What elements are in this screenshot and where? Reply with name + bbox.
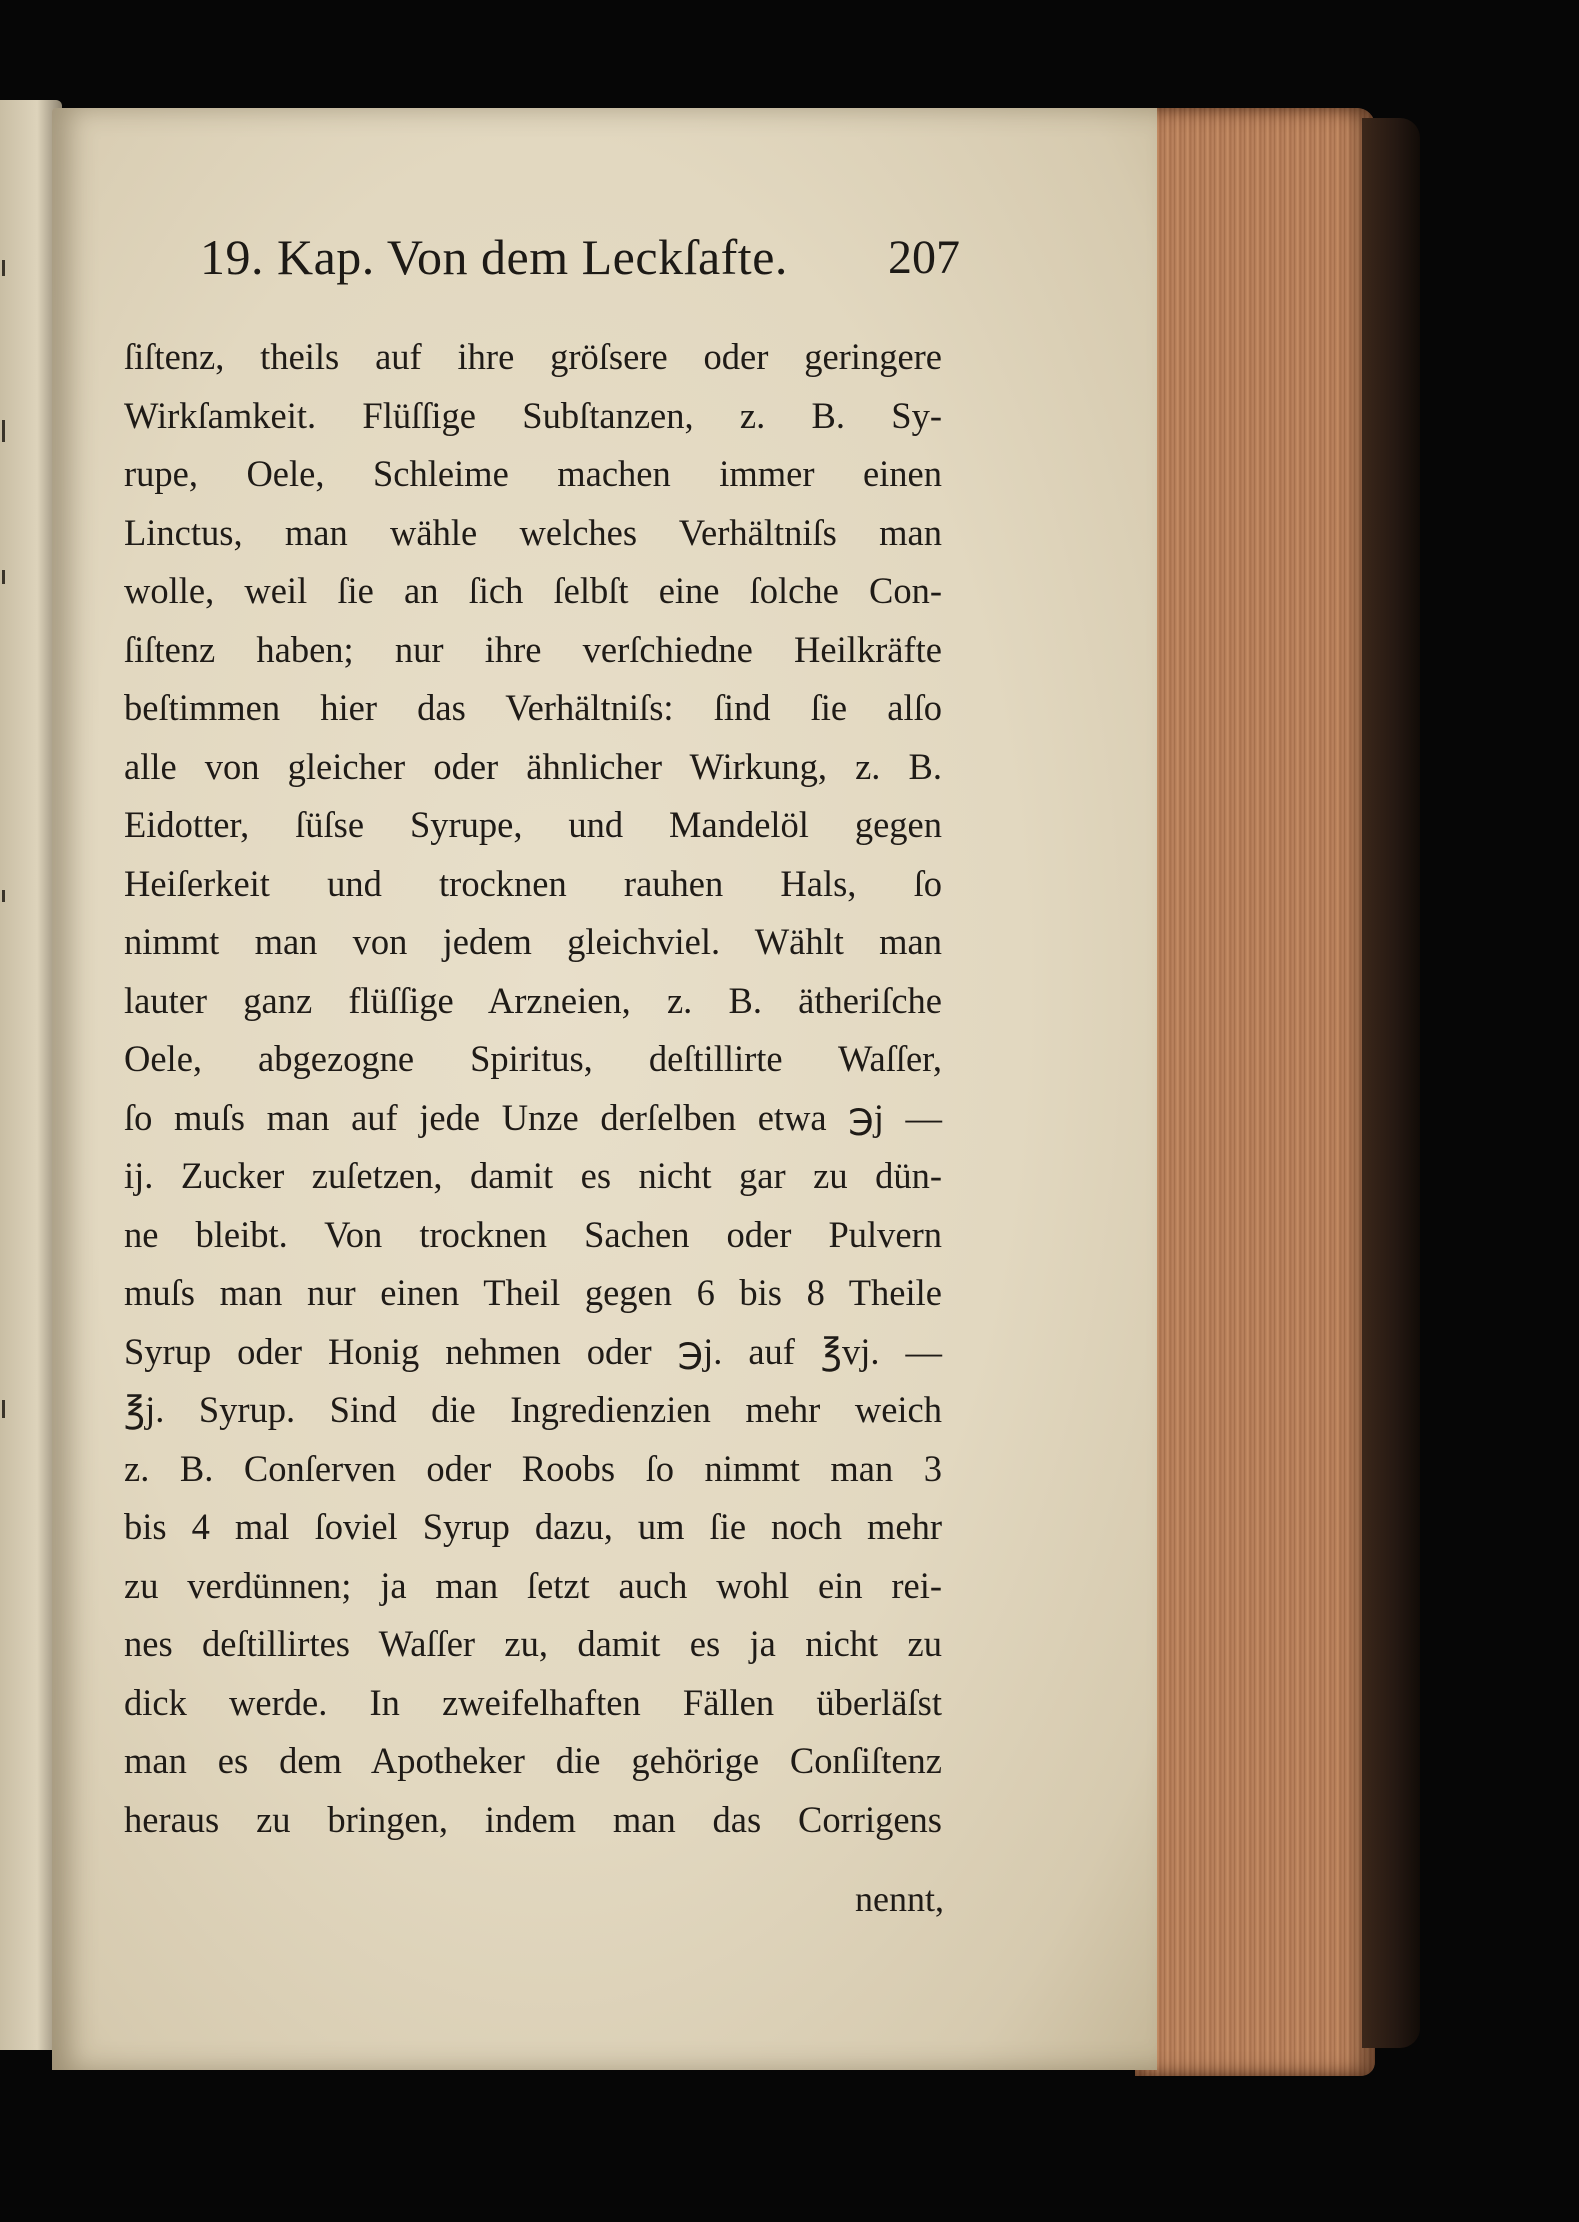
page-number: 207 bbox=[888, 231, 960, 284]
text-line: Eidotter, ſüſse Syrupe, und Mandelöl gegen bbox=[124, 804, 942, 845]
running-head bbox=[120, 228, 960, 300]
text-line: heraus zu bringen, indem man das Corrigens bbox=[124, 1798, 942, 1840]
text-line: ſiſtenz, theils auf ihre gröſsere oder geringere bbox=[124, 336, 942, 377]
text-line: Linctus, man wähle welches Verhältniſs man bbox=[124, 511, 942, 553]
text-line: wolle, weil ſie an ſich ſelbſt eine ſolche Con- bbox=[124, 570, 942, 611]
chapter-heading: 19. Kap. Von dem Leckſafte. bbox=[200, 229, 788, 285]
text-line: dick werde. In zweifelhaften Fällen überläſst bbox=[124, 1681, 942, 1723]
text-line: rupe, Oele, Schleime machen immer einen bbox=[124, 453, 942, 494]
text-line: muſs man nur einen Theil gegen 6 bis 8 Theile bbox=[124, 1272, 942, 1313]
text-line: Syrup oder Honig nehmen oder ℈j. auf ℥vj. — bbox=[124, 1330, 942, 1372]
text-line: beſtimmen hier das Verhältniſs: ſind ſie alſo bbox=[124, 687, 942, 728]
book-cover-edge bbox=[1362, 118, 1420, 2048]
text-line: Wirkſamkeit. Flüſſige Subſtanzen, z. B. Sy- bbox=[124, 394, 942, 436]
text-line: zu verdünnen; ja man ſetzt auch wohl ein rei- bbox=[124, 1564, 942, 1606]
text-line: man es dem Apotheker die gehörige Conſiſtenz bbox=[124, 1740, 942, 1781]
text-line: ℥j. Syrup. Sind die Ingredienzien mehr weich bbox=[124, 1389, 942, 1430]
text-line: Oele, abgezogne Spiritus, deſtillirte Waſſer, bbox=[124, 1038, 942, 1079]
text-line: alle von gleicher oder ähnlicher Wirkung, z. B. bbox=[124, 745, 942, 787]
text-line: ne bleibt. Von trocknen Sachen oder Pulvern bbox=[124, 1213, 942, 1255]
text-line: nes deſtillirtes Waſſer zu, damit es ja nicht zu bbox=[124, 1623, 942, 1664]
text-line: Heiſerkeit und trocknen rauhen Hals, ſo bbox=[124, 862, 942, 904]
text-line: lauter ganz flüſſige Arzneien, z. B. ätheriſche bbox=[124, 979, 942, 1021]
text-line: ſiſtenz haben; nur ihre verſchiedne Heilkräfte bbox=[124, 628, 942, 670]
catchword: nennt, bbox=[855, 1879, 944, 1919]
page-block-edge bbox=[1135, 108, 1375, 2076]
body-text bbox=[124, 328, 942, 1849]
text-line: bis 4 mal ſoviel Syrup dazu, um ſie noch mehr bbox=[124, 1506, 942, 1547]
text-line: z. B. Conſerven oder Roobs ſo nimmt man 3 bbox=[124, 1447, 942, 1489]
text-line: nimmt man von jedem gleichviel. Wählt man bbox=[124, 921, 942, 962]
text-line: ſo muſs man auf jede Unze derſelben etwa ℈j — bbox=[124, 1096, 942, 1138]
text-line: ij. Zucker zuſetzen, damit es nicht gar zu dün- bbox=[124, 1155, 942, 1196]
